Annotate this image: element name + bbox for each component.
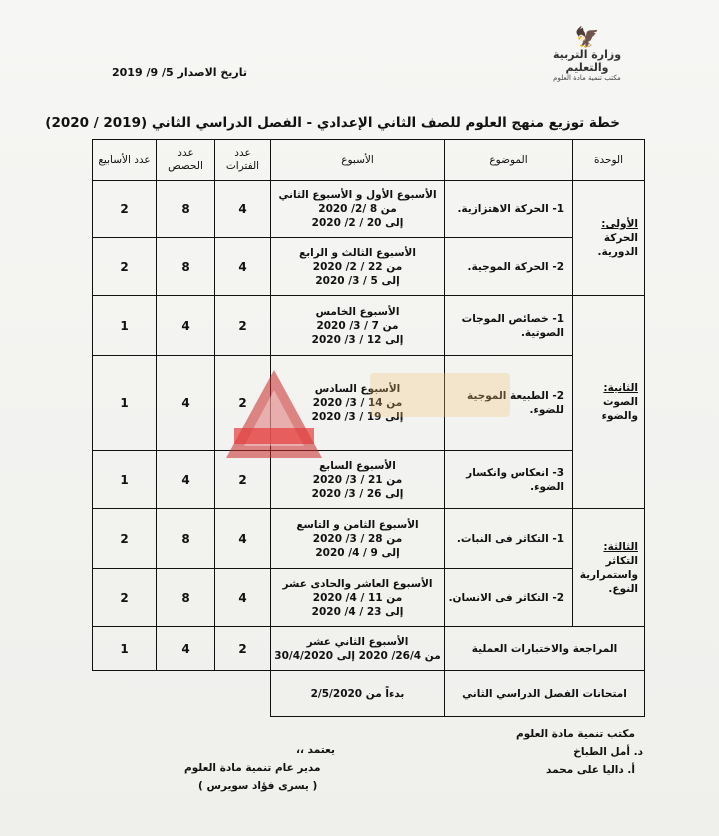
header-unit: الوحدة <box>573 140 645 181</box>
table-row <box>93 356 645 451</box>
periods-cell: 4 <box>215 238 271 296</box>
week-cell: الأسبوع الأول و الأسبوع الثاني من 8 /2/ 2020 إلى 20 / 2/ 2020 <box>271 181 445 238</box>
periods-cell: 2 <box>215 356 271 451</box>
table-row-review <box>93 627 645 671</box>
periods-cell: 4 <box>215 509 271 569</box>
table-row <box>93 569 645 627</box>
topic-cell: 2- الطبيعة الموجية للضوء. <box>445 356 573 451</box>
week-cell: الأسبوع العاشر والحادى عشر من 11 / 4/ 2020 إلى 23 / 4/ 2020 <box>271 569 445 627</box>
periods-cell: 2 <box>215 296 271 356</box>
logo-ministry-name: وزارة التربية والتعليم <box>552 48 622 74</box>
approval-label: يعتمد ،، <box>296 744 335 756</box>
weeks-cell: 1 <box>93 356 157 451</box>
lessons-cell: 8 <box>157 569 215 627</box>
periods-cell: 2 <box>215 451 271 509</box>
table-row <box>93 238 645 296</box>
eagle-emblem-icon: 🦅 <box>574 25 600 49</box>
empty-cell <box>93 671 271 717</box>
table-row <box>93 181 645 238</box>
table-row <box>93 296 645 356</box>
topic-cell: 1- التكاثر فى النبات. <box>445 509 573 569</box>
weeks-cell: 1 <box>93 451 157 509</box>
periods-cell: 4 <box>215 181 271 238</box>
table-header-row <box>93 140 645 181</box>
header-topic: الموضوع <box>445 140 573 181</box>
lessons-cell: 8 <box>157 181 215 238</box>
weeks-cell: 2 <box>93 509 157 569</box>
logo-office-name: مكتب تنمية مادة العلوم <box>553 74 621 82</box>
weeks-cell: 2 <box>93 569 157 627</box>
ministry-logo <box>551 26 623 84</box>
weeks-cell: 1 <box>93 296 157 356</box>
lessons-cell: 4 <box>157 296 215 356</box>
lessons-cell: 4 <box>157 627 215 671</box>
weeks-cell: 2 <box>93 238 157 296</box>
weeks-cell: 1 <box>93 627 157 671</box>
table-row-exams <box>93 671 645 717</box>
header-week: الأسبوع <box>271 140 445 181</box>
unit-cell-2: الثانية: الصوت والضوء <box>573 296 645 509</box>
curriculum-plan-table <box>92 139 645 717</box>
topic-cell: 2- التكاثر فى الانسان. <box>445 569 573 627</box>
topic-cell: 3- انعكاس وانكسار الضوء. <box>445 451 573 509</box>
signature-name-1: د. أمل الطباخ <box>573 746 643 758</box>
signature-office: مكتب تنمية مادة العلوم <box>516 728 635 740</box>
lessons-cell: 8 <box>157 238 215 296</box>
page-title: خطة توزيع منهج العلوم للصف الثاني الإعدادي - الفصل الدراسي الثاني (2019 / 2020) <box>45 115 620 131</box>
week-cell: الأسبوع السابع من 21 / 3/ 2020 إلى 26 / 3/ 2020 <box>271 451 445 509</box>
week-cell: الأسبوع الثالث و الرابع من 22 / 2/ 2020 إلى 5 / 3/ 2020 <box>271 238 445 296</box>
week-cell: الأسبوع الخامس من 7 / 3/ 2020 إلى 12 / 3/ 2020 <box>271 296 445 356</box>
topic-cell: 1- خصائص الموجات الصوتية. <box>445 296 573 356</box>
week-cell: الأسبوع الثاني عشر من 26/4/ 2020 إلى 30/4/2020 <box>271 627 445 671</box>
review-topic-cell: المراجعة والاختبارات العملية <box>445 627 645 671</box>
director-name: ( يسرى فؤاد سويرس ) <box>198 780 318 792</box>
lessons-cell: 4 <box>157 451 215 509</box>
lessons-cell: 4 <box>157 356 215 451</box>
periods-cell: 2 <box>215 627 271 671</box>
topic-cell: 2- الحركة الموجية. <box>445 238 573 296</box>
unit-cell-1: الأولى: الحركة الدورية. <box>573 181 645 296</box>
header-periods: عدد الفترات <box>215 140 271 181</box>
table-row <box>93 509 645 569</box>
watermark-triangle-logo <box>224 368 324 460</box>
week-cell: الأسبوع السادس من 14 / 3/ 2020 إلى 19 / 3/ 2020 <box>271 356 445 451</box>
weeks-cell: 2 <box>93 181 157 238</box>
week-cell: الأسبوع الثامن و التاسع من 28 / 3/ 2020 إلى 9 / 4/ 2020 <box>271 509 445 569</box>
director-title: مدير عام تنمية مادة العلوم <box>184 762 321 774</box>
issue-date: تاريخ الاصدار 5/ 9/ 2019 <box>112 66 248 79</box>
exams-topic-cell: امتحانات الفصل الدراسي الثاني <box>445 671 645 717</box>
header-lessons: عدد الحصص <box>157 140 215 181</box>
header-weeks: عدد الأسابيع <box>93 140 157 181</box>
topic-cell: 1- الحركة الاهتزازية. <box>445 181 573 238</box>
periods-cell: 4 <box>215 569 271 627</box>
lessons-cell: 8 <box>157 509 215 569</box>
signature-name-2: أ. داليا على محمد <box>546 764 635 776</box>
exams-date-cell: بدءاً من 2/5/2020 <box>271 671 445 717</box>
unit-cell-3: الثالثة: التكاثر واستمرارية النوع. <box>573 509 645 627</box>
table-row <box>93 451 645 509</box>
